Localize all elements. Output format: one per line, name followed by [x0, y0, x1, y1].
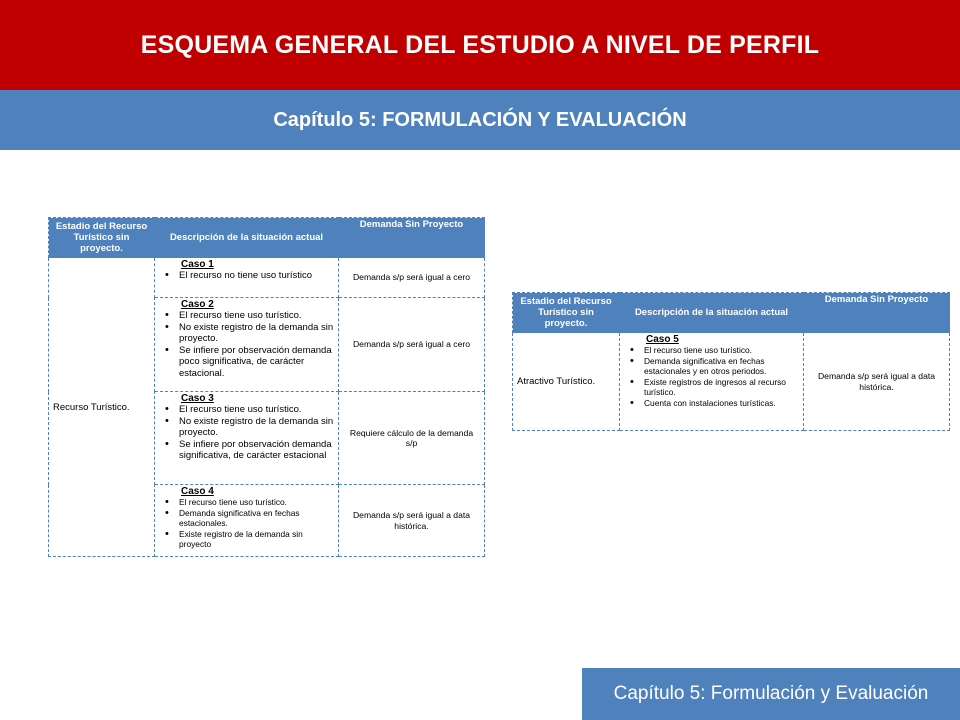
header-demanda: Demanda Sin Proyecto — [339, 218, 485, 258]
footer-bar — [582, 668, 960, 720]
case-2-demanda: Demanda s/p será igual a cero — [339, 298, 485, 392]
header-estadio: Estadio del Recurso Turístico sin proyecto. — [49, 218, 155, 258]
case-2-description — [155, 298, 339, 392]
title-bar — [0, 0, 960, 90]
case-title: Caso 4 — [181, 486, 214, 497]
list-item: • Cuenta con instalaciones turísticas. — [644, 398, 799, 409]
case-4-description — [155, 485, 339, 557]
list-item: • Se infiere por observación demanda significativa, de carácter estacional — [179, 439, 334, 462]
footer-label: Capítulo 5: Formulación y Evaluación — [613, 683, 929, 704]
list-item: • No existe registro de la demanda sin proyecto. — [179, 416, 334, 439]
list-item: • Demanda significativa en fechas estacionales y en otros periodos. — [644, 356, 799, 377]
list-item: • No existe registro de la demanda sin proyecto. — [179, 322, 334, 345]
list-item: • El recurso tiene uso turístico. — [179, 310, 334, 322]
list-item: • El recurso no tiene uso turístico — [179, 270, 334, 282]
case-1-demanda: Demanda s/p será igual a cero — [339, 258, 485, 298]
header-demanda: Demanda Sin Proyecto — [804, 293, 950, 333]
case-1-description — [155, 258, 339, 298]
header-descripcion: Descripción de la situación actual — [620, 293, 804, 333]
case-3-description — [155, 392, 339, 485]
case-3-demanda: Requiere cálculo de la demanda s/p — [339, 392, 485, 485]
header-estadio: Estadio del Recurso Turístico sin proyecto. — [513, 293, 620, 333]
page-title: ESQUEMA GENERAL DEL ESTUDIO A NIVEL DE PERFIL — [140, 30, 820, 59]
case-title: Caso 2 — [181, 299, 214, 310]
cases-table-1 — [48, 217, 485, 557]
case-title: Caso 5 — [646, 334, 679, 345]
case-4-demanda: Demanda s/p será igual a data histórica. — [339, 485, 485, 557]
estadio-cell: Atractivo Turístico. — [513, 333, 620, 431]
cases-table-2 — [512, 292, 950, 431]
case-5-demanda: Demanda s/p será igual a data histórica. — [804, 333, 950, 431]
subtitle-bar — [0, 90, 960, 150]
list-item: • El recurso tiene uso turístico. — [179, 497, 334, 508]
case-title: Caso 3 — [181, 393, 214, 404]
list-item: • El recurso tiene uso turístico. — [179, 404, 334, 416]
list-item: • El recurso tiene uso turístico. — [644, 345, 799, 356]
case-title: Caso 1 — [181, 259, 214, 270]
list-item: • Existe registro de la demanda sin proyecto — [179, 529, 334, 550]
estadio-cell: Recurso Turístico. — [49, 258, 155, 557]
case-5-description — [620, 333, 804, 431]
header-descripcion: Descripción de la situación actual — [155, 218, 339, 258]
list-item: • Demanda significativa en fechas estacionales. — [179, 508, 334, 529]
list-item: • Existe registros de ingresos al recurso turístico. — [644, 377, 799, 398]
page-subtitle: Capítulo 5: FORMULACIÓN Y EVALUACIÓN — [273, 108, 687, 131]
list-item: • Se infiere por observación demanda poco significativa, de carácter estacional. — [179, 345, 334, 380]
